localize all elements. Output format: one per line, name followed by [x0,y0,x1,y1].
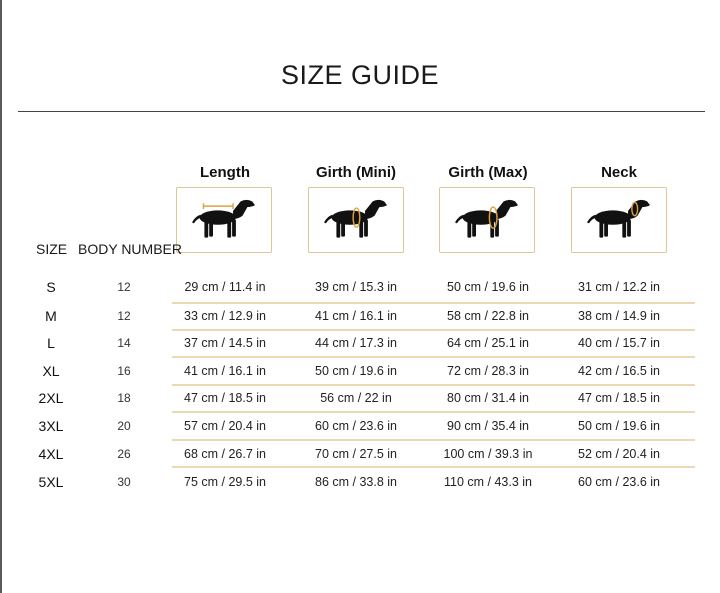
length-cell: 68 cm / 26.7 in [184,447,266,461]
dog-length-icon [176,187,272,253]
size-cell: M [45,308,57,324]
page-title: SIZE GUIDE [280,60,440,90]
girth-max-cell: 110 cm / 43.3 in [443,475,532,489]
dog-girth-mini-icon [308,187,404,253]
header-neck: Neck [601,164,637,181]
girth-max-cell: 64 cm / 25.1 in [447,336,529,350]
dog-neck-icon [571,187,667,253]
body-number-cell: 14 [117,336,131,350]
row-divider [172,466,695,468]
row-divider [172,356,695,358]
body-number-cell: 20 [117,419,131,433]
girth-max-cell: 50 cm / 19.6 in [447,280,529,294]
length-cell: 37 cm / 14.5 in [184,336,266,350]
table-row [0,277,720,305]
girth-mini-cell: 86 cm / 33.8 in [315,475,397,489]
header-size: SIZE [36,241,68,257]
girth-max-cell: 72 cm / 28.3 in [447,364,529,378]
girth-mini-cell: 70 cm / 27.5 in [315,447,397,461]
body-number-cell: 26 [117,447,131,461]
neck-cell: 60 cm / 23.6 in [578,475,660,489]
length-cell: 75 cm / 29.5 in [184,475,266,489]
size-cell: L [47,335,55,351]
body-number-cell: 12 [117,309,131,323]
girth-max-cell: 100 cm / 39.3 in [443,447,533,461]
girth-mini-cell: 50 cm / 19.6 in [315,364,397,378]
length-cell: 57 cm / 20.4 in [184,419,266,433]
neck-cell: 52 cm / 20.4 in [578,447,660,461]
header-girth-max: Girth (Max) [448,164,528,181]
title-divider [18,111,705,112]
body-number-cell: 30 [117,475,131,489]
header-girth-mini: Girth (Mini) [316,164,396,181]
size-cell: 4XL [38,446,64,462]
table-row [0,472,720,500]
row-divider [172,302,695,304]
girth-max-cell: 58 cm / 22.8 in [447,309,529,323]
size-cell: S [46,279,56,295]
girth-mini-cell: 44 cm / 17.3 in [315,336,397,350]
neck-cell: 38 cm / 14.9 in [578,309,660,323]
neck-cell: 50 cm / 19.6 in [578,419,660,433]
row-divider [172,329,695,331]
size-cell: 2XL [38,390,64,406]
length-cell: 41 cm / 16.1 in [184,364,266,378]
row-divider [172,439,695,441]
header-length: Length [200,164,250,181]
length-cell: 29 cm / 11.4 in [184,280,266,294]
body-number-cell: 18 [117,391,131,405]
neck-cell: 40 cm / 15.7 in [578,336,660,350]
girth-mini-cell: 39 cm / 15.3 in [315,280,397,294]
girth-mini-cell: 56 cm / 22 in [320,391,392,405]
neck-cell: 31 cm / 12.2 in [578,280,660,294]
body-number-cell: 12 [117,280,131,294]
girth-max-cell: 90 cm / 35.4 in [447,419,529,433]
neck-cell: 42 cm / 16.5 in [578,364,660,378]
neck-cell: 47 cm / 18.5 in [578,391,660,405]
girth-mini-cell: 41 cm / 16.1 in [315,309,397,323]
length-cell: 33 cm / 12.9 in [184,309,266,323]
size-cell: 5XL [38,474,64,490]
row-divider [172,384,695,386]
girth-max-cell: 80 cm / 31.4 in [447,391,529,405]
dog-girth-max-icon [439,187,535,253]
body-number-cell: 16 [117,364,131,378]
girth-mini-cell: 60 cm / 23.6 in [315,419,397,433]
header-body-number: BODY NUMBER [78,241,182,257]
size-cell: 3XL [38,418,64,434]
length-cell: 47 cm / 18.5 in [184,391,266,405]
row-divider [172,411,695,413]
size-cell: XL [42,363,60,379]
